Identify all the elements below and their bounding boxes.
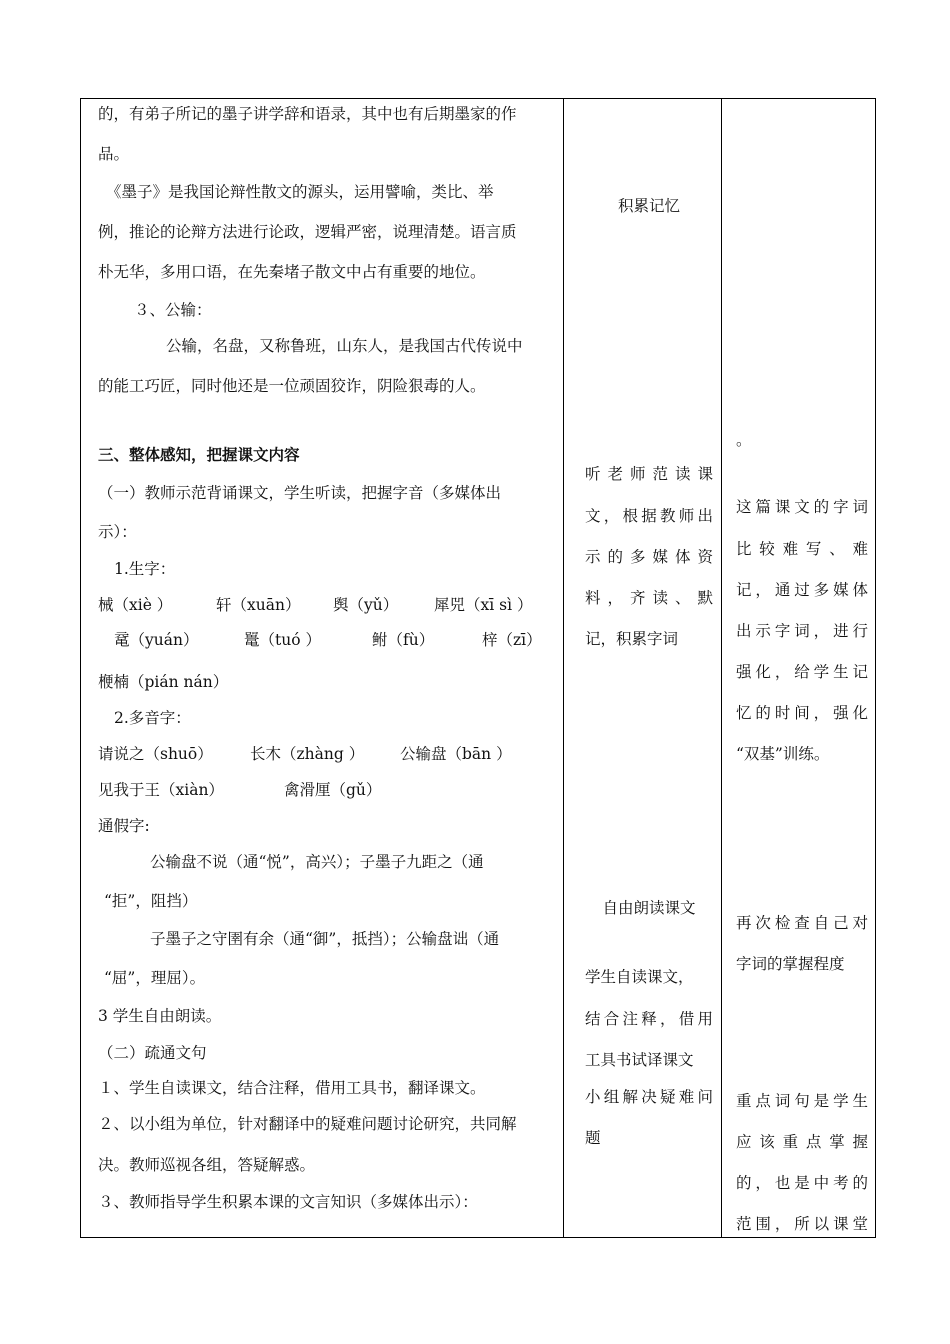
intent-text: 再次检查自己对 [736,914,868,932]
pinyin-item: 长木（zhàng ） [250,745,365,763]
activity-text: 结合注释，借用 [585,1010,713,1028]
activity-text: 工具书试译课文 [585,1051,694,1069]
activity-text: 料，齐读、默 [585,589,713,607]
text-line: 决。教师巡视各组，答疑解惑。 [98,1156,316,1174]
text-line: 朴无华，多用口语，在先秦堵子散文中占有重要的地位。 [98,263,486,281]
intent-text: 应该重点掌握 [736,1133,868,1151]
intent-text: 字词的掌握程度 [736,955,845,973]
text-line: 品。 [98,145,130,163]
text-line: 示）： [98,523,137,541]
text-line: （一）教师示范背诵课文，学生听读，把握字音（多媒体出 [98,484,502,502]
text-line: “拒”，阻挡） [104,892,198,910]
text-line: 楩楠（pián nán） [98,673,229,691]
pinyin-item: 鲋（fù） [372,631,435,649]
text-line: （二）疏通文句 [98,1044,207,1062]
activity-text: 记，积累字词 [585,630,679,648]
intent-text: 出示字词，进行 [736,622,868,640]
text-line: 的，有弟子所记的墨子讲学辞和语录，其中也有后期墨家的作 [98,105,517,123]
intent-text: 重点词句是学生 [736,1092,868,1110]
text-line: 例，推论的论辩方法进行论政，逻辑严密，说理清楚。语言质 [98,223,517,241]
activity-text: 文，根据教师出 [585,507,713,525]
intent-text: 记，通过多媒体 [736,581,868,599]
column-divider [563,98,564,1238]
pinyin-item: 见我于王（xiàn） [98,781,224,799]
text-line: 公输，名盘，又称鲁班，山东人，是我国古代传说中 [166,337,523,355]
pinyin-item: 禽滑厘（gǔ） [284,781,382,799]
activity-text: 学生自读课文， [585,968,694,986]
pinyin-item: 舆（yǔ） [333,596,399,614]
intent-text: “双基”训练。 [736,745,830,763]
intent-text: 。 [736,431,752,449]
activity-text: 题 [585,1129,601,1147]
pinyin-item: 梓（zī） [482,631,542,649]
column-divider [721,98,722,1238]
pinyin-item: 鼍（tuó ） [244,631,321,649]
text-line: ２、以小组为单位，针对翻译中的疑难问题讨论研究，共同解 [98,1115,517,1133]
activity-text: 积累记忆 [617,197,680,215]
section-heading: 三、整体感知，把握课文内容 [98,445,300,464]
activity-text: 示的多媒体资 [585,548,713,566]
intent-text: 的，也是中考的 [736,1174,868,1192]
pinyin-item: 鼋（yuán） [114,631,199,649]
activity-text: 自由朗读课文 [602,899,696,917]
pinyin-item: 公输盘（bān ） [400,745,512,763]
activity-text: 小组解决疑难问 [585,1088,713,1106]
text-line: 《墨子》是我国论辩性散文的源头，运用譬喻，类比、举 [106,183,494,201]
text-line: 2.多音字： [114,709,191,727]
text-line: 子墨子之守圉有余（通“御”，抵挡）；公输盘诎（通 [150,930,500,948]
text-line: “屈”，理屈）。 [104,969,206,987]
pinyin-item: 请说之（shuō） [98,745,213,763]
pinyin-item: 犀兕（xī sì ） [434,596,533,614]
text-line: 公输盘不说（通“悦”，高兴）；子墨子九距之（通 [150,853,484,871]
activity-text: 听老师范读课 [585,465,713,483]
text-line: 的能工巧匠，同时他还是一位顽固狡诈，阴险狠毒的人。 [98,377,486,395]
text-line: 3 学生自由朗读。 [98,1007,222,1025]
text-line: 通假字: [98,817,150,835]
pinyin-item: 械（xiè ） [98,596,173,614]
intent-text: 忆的时间，强化 [736,704,868,722]
intent-text: 范围，所以课堂 [736,1215,868,1233]
text-line: 1.生字： [114,560,176,578]
text-line: １、学生自读课文，结合注释，借用工具书，翻译课文。 [98,1079,486,1097]
intent-text: 这篇课文的字词 [736,498,868,516]
intent-text: 比较难写、难 [736,540,868,558]
intent-text: 强化，给学生记 [736,663,868,681]
text-line: ３、教师指导学生积累本课的文言知识（多媒体出示）： [98,1193,478,1211]
text-line: ３、公输： [134,301,212,319]
pinyin-item: 轩（xuān） [216,596,301,614]
